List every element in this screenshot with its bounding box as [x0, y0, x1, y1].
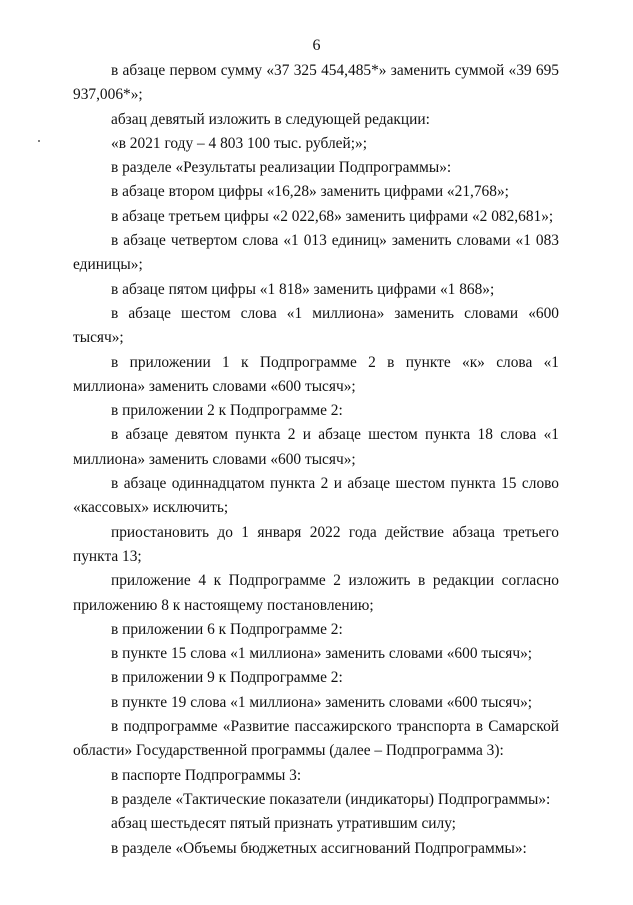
paragraph: в паспорте Подпрограммы 3: — [111, 766, 302, 784]
paragraph: в абзаце пятом цифры «1 818» заменить цифрами «1 868»; — [111, 280, 495, 298]
paragraph: в приложении 2 к Подпрограмме 2: — [111, 402, 343, 420]
paragraph: в абзаце девятом пункта 2 и абзаце шестом пункта 18 слова «1 миллиона» заменить словами «600 тысяч»; — [73, 426, 559, 468]
document-body — [73, 59, 559, 861]
paragraph: в пункте 19 слова «1 миллиона» заменить словами «600 тысяч»; — [111, 693, 533, 711]
paragraph: «в 2021 году – 4 803 100 тыс. рублей;»; — [111, 134, 367, 152]
paragraph: в абзаце четвертом слова «1 013 единиц» заменить словами «1 083 единицы»; — [73, 232, 559, 274]
scan-speck — [38, 140, 40, 142]
paragraph: в приложении 1 к Подпрограмме 2 в пункте «к» слова «1 миллиона» заменить словами «600 тысяч»; — [73, 353, 559, 395]
paragraph: в пункте 15 слова «1 миллиона» заменить словами «600 тысяч»; — [111, 645, 533, 663]
paragraph: в подпрограмме «Развитие пассажирского транспорта в Самарской области» Государственной программы (далее – Подпрограмма 3): — [73, 718, 559, 760]
paragraph: в разделе «Результаты реализации Подпрограммы»: — [111, 159, 452, 177]
page-number: 6 — [312, 37, 321, 54]
paragraph: абзац девятый изложить в следующей редакции: — [111, 110, 430, 128]
paragraph: в абзаце одиннадцатом пункта 2 и абзаце шестом пункта 15 слово «кассовых» исключить; — [73, 475, 559, 517]
paragraph: в абзаце третьем цифры «2 022,68» заменить цифрами «2 082,681»; — [111, 207, 554, 225]
paragraph: в приложении 6 к Подпрограмме 2: — [111, 620, 343, 638]
paragraph: в абзаце шестом слова «1 миллиона» заменить словами «600 тысяч»; — [73, 304, 559, 347]
paragraph: приостановить до 1 января 2022 года действие абзаца третьего пункта 13; — [73, 523, 559, 565]
paragraph: в абзаце втором цифры «16,28» заменить цифрами «21,768»; — [111, 183, 509, 201]
paragraph: в приложении 9 к Подпрограмме 2: — [111, 669, 343, 687]
paragraph: в разделе «Объемы бюджетных ассигнований Подпрограммы»: — [111, 839, 527, 857]
paragraph: приложение 4 к Подпрограмме 2 изложить в редакции согласно приложению 8 к настоящему постановлению; — [73, 572, 559, 614]
paragraph: в абзаце первом сумму «37 325 454,485*» заменить суммой «39 695 937,006*»; — [73, 62, 559, 104]
paragraph: в разделе «Тактические показатели (индикаторы) Подпрограммы»: — [111, 790, 551, 808]
paragraph: абзац шестьдесят пятый признать утратившим силу; — [111, 815, 456, 833]
